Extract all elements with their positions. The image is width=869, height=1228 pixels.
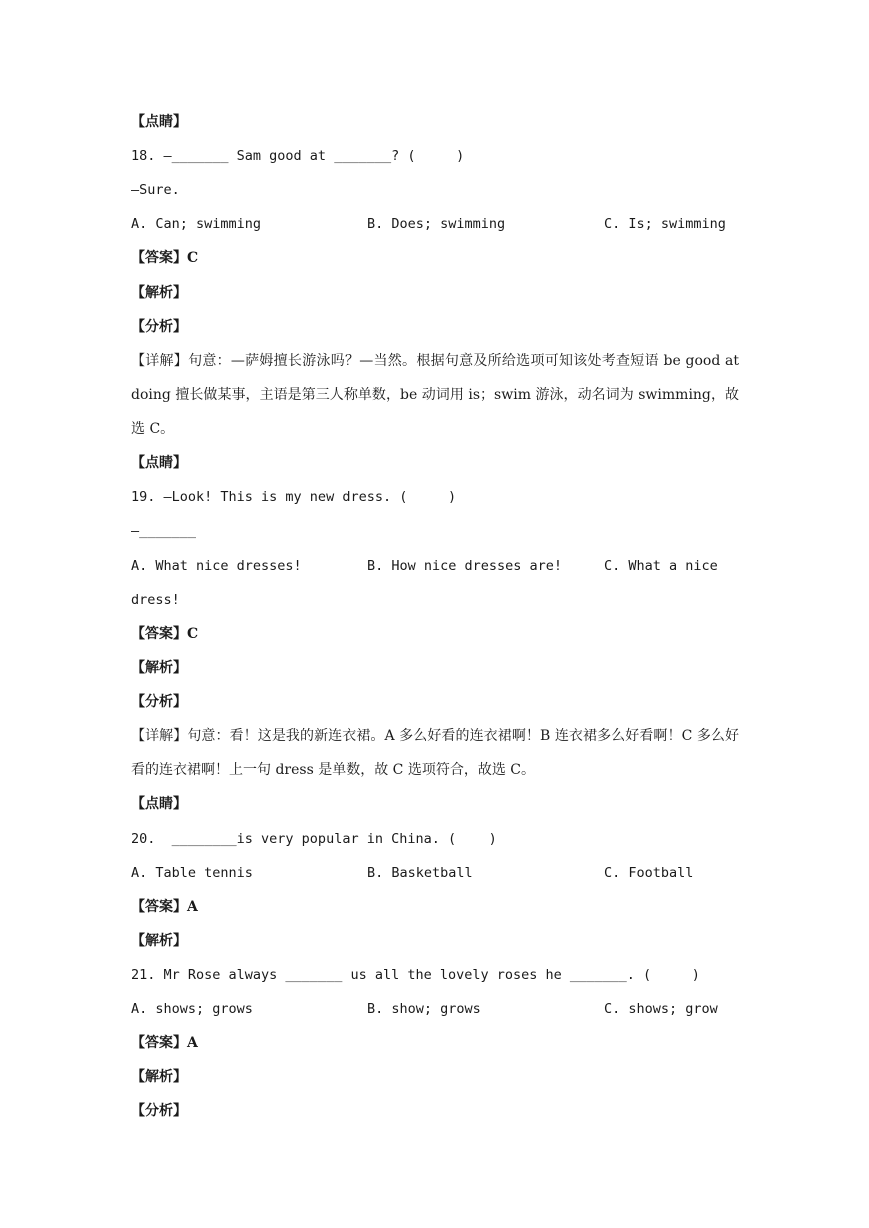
question-21-option-c: C. shows; grow <box>604 1001 718 1017</box>
question-18-dianjing: 【点睛】 <box>131 455 187 471</box>
question-18-fenxi: 【分析】 <box>131 319 187 335</box>
question-21-option-a: A. shows; grows <box>131 1001 253 1017</box>
question-20-answer: 【答案】A <box>131 899 198 915</box>
question-18-stem: 18. —_______ Sam good at _______? ( ) <box>131 148 465 164</box>
question-20-option-c: C. Football <box>604 865 694 881</box>
question-19-option-a: A. What nice dresses! <box>131 558 302 574</box>
question-21-answer: 【答案】A <box>131 1035 198 1051</box>
question-18-reply: —Sure. <box>131 182 180 198</box>
question-19-reply: —_______ <box>131 523 197 539</box>
question-19-option-c: C. What a nice <box>604 558 718 574</box>
question-19-option-b: B. How nice dresses are! <box>367 558 563 574</box>
question-18-option-b: B. Does; swimming <box>367 216 506 232</box>
question-18-answer: 【答案】C <box>131 250 199 266</box>
tag-dianjing: 【点睛】 <box>131 114 187 130</box>
question-19-fenxi: 【分析】 <box>131 694 187 710</box>
question-19-option-c-continued: dress! <box>131 592 180 608</box>
question-19-answer: 【答案】C <box>131 626 199 642</box>
question-21-fenxi: 【分析】 <box>131 1103 187 1119</box>
question-20-option-b: B. Basketball <box>367 865 473 881</box>
question-18-option-c: C. Is; swimming <box>604 216 726 232</box>
question-18-jiexi: 【解析】 <box>131 285 187 301</box>
question-19-dianjing: 【点睛】 <box>131 796 187 812</box>
question-19-stem: 19. —Look! This is my new dress. ( ) <box>131 489 457 505</box>
question-20-jiexi: 【解析】 <box>131 933 187 949</box>
question-18-option-a: A. Can; swimming <box>131 216 262 232</box>
question-21-stem: 21. Mr Rose always _______ us all the lovely roses he _______. ( ) <box>131 967 700 983</box>
question-20-option-a: A. Table tennis <box>131 865 253 881</box>
question-19-detail: 【详解】句意：看！这是我的新连衣裙。A 多么好看的连衣裙啊！B 连衣裙多么好看啊！C 多么好看的连衣裙啊！上一句 dress 是单数，故 C 选项符合，故选 C。 <box>131 728 739 778</box>
question-21-jiexi: 【解析】 <box>131 1069 187 1085</box>
question-18-detail: 【详解】句意：—萨姆擅长游泳吗？—当然。根据句意及所给选项可知该处考查短语 be good at doing 擅长做某事，主语是第三人称单数，be 动词用 is；swim 游泳，动名词为 swimming，故选 C。 <box>131 353 739 437</box>
question-21-option-b: B. show; grows <box>367 1001 481 1017</box>
question-20-stem: 20. ________is very popular in China. ( ) <box>131 831 497 847</box>
question-19-jiexi: 【解析】 <box>131 660 187 676</box>
